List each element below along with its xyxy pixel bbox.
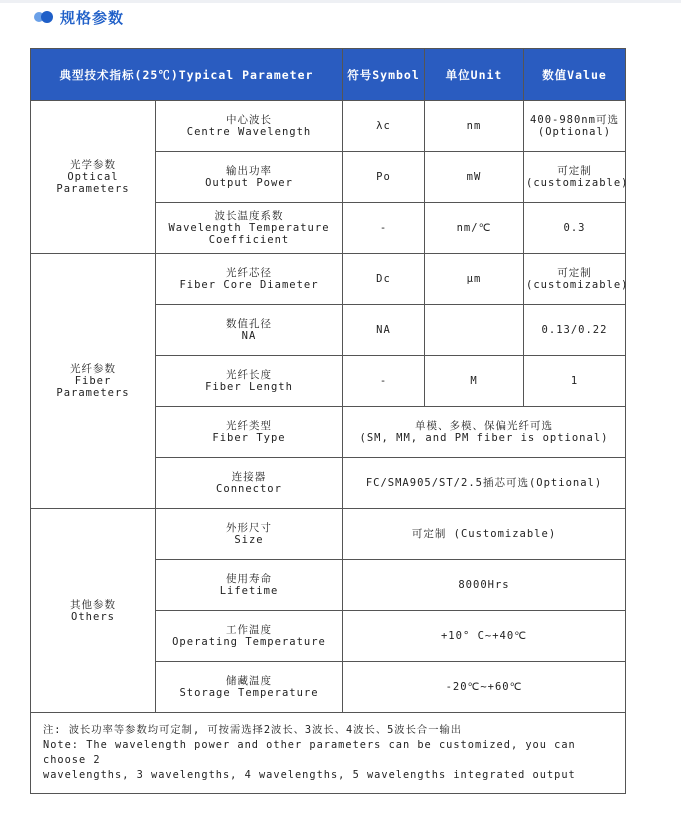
category-optical: 光学参数 Optical Parameters <box>31 101 156 254</box>
value-cell: 0.3 <box>524 203 626 254</box>
merged-value-cell: 可定制 (Customizable) <box>343 509 626 560</box>
header-unit: 单位Unit <box>425 49 524 101</box>
param-cell: 工作温度 Operating Temperature <box>156 611 343 662</box>
merged-value-cell: 单模、多模、保偏光纤可选 (SM, MM, and PM fiber is optional) <box>343 407 626 458</box>
param-cell: 储藏温度 Storage Temperature <box>156 662 343 713</box>
unit-cell: μm <box>425 254 524 305</box>
value-cell: 400-980nm可选 (Optional) <box>524 101 626 152</box>
merged-value-cell: +10° C~+40℃ <box>343 611 626 662</box>
merged-value-cell: 8000Hrs <box>343 560 626 611</box>
section-heading <box>34 6 124 28</box>
table-row <box>31 509 626 560</box>
table-header-row <box>31 49 626 101</box>
symbol-cell: NA <box>343 305 425 356</box>
spec-table <box>30 48 629 794</box>
param-cell: 光纤长度 Fiber Length <box>156 356 343 407</box>
symbol-cell: - <box>343 356 425 407</box>
param-cell: 连接器 Connector <box>156 458 343 509</box>
bullet-dots-icon <box>34 11 54 23</box>
table-row <box>31 254 626 305</box>
value-cell: 1 <box>524 356 626 407</box>
merged-value-cell: -20℃~+60℃ <box>343 662 626 713</box>
value-cell: 可定制 (customizable) <box>524 254 626 305</box>
symbol-cell: - <box>343 203 425 254</box>
value-cell: 可定制 (customizable) <box>524 152 626 203</box>
param-cell: 光纤芯径 Fiber Core Diameter <box>156 254 343 305</box>
param-cell: 使用寿命 Lifetime <box>156 560 343 611</box>
category-fiber: 光纤参数 Fiber Parameters <box>31 254 156 509</box>
category-others: 其他参数 Others <box>31 509 156 713</box>
header-symbol: 符号Symbol <box>343 49 425 101</box>
note-row <box>31 713 626 794</box>
symbol-cell: Dc <box>343 254 425 305</box>
unit-cell: nm/℃ <box>425 203 524 254</box>
param-cell: 数值孔径 NA <box>156 305 343 356</box>
header-value: 数值Value <box>524 49 626 101</box>
merged-value-cell: FC/SMA905/ST/2.5插芯可选(Optional) <box>343 458 626 509</box>
unit-cell <box>425 305 524 356</box>
note-text: 注: 波长功率等参数均可定制, 可按需选择2波长、3波长、4波长、5波长合一输出 Note: The wavelength power and other parameters can be customized, you can choose 2 wavelengths, 3 wavelengths, 4 wavelengths, 5 wavelengths integrated output <box>31 713 626 794</box>
symbol-cell: λc <box>343 101 425 152</box>
value-cell: 0.13/0.22 <box>524 305 626 356</box>
param-cell: 光纤类型 Fiber Type <box>156 407 343 458</box>
table-row <box>31 101 626 152</box>
unit-cell: mW <box>425 152 524 203</box>
param-cell: 输出功率 Output Power <box>156 152 343 203</box>
top-divider <box>0 0 681 3</box>
unit-cell: M <box>425 356 524 407</box>
param-cell: 外形尺寸 Size <box>156 509 343 560</box>
param-cell: 波长温度系数 Wavelength Temperature Coefficient <box>156 203 343 254</box>
header-parameter: 典型技术指标(25℃)Typical Parameter <box>31 49 343 101</box>
symbol-cell: Po <box>343 152 425 203</box>
unit-cell: nm <box>425 101 524 152</box>
section-title: 规格参数 <box>60 8 125 27</box>
param-cell: 中心波长 Centre Wavelength <box>156 101 343 152</box>
